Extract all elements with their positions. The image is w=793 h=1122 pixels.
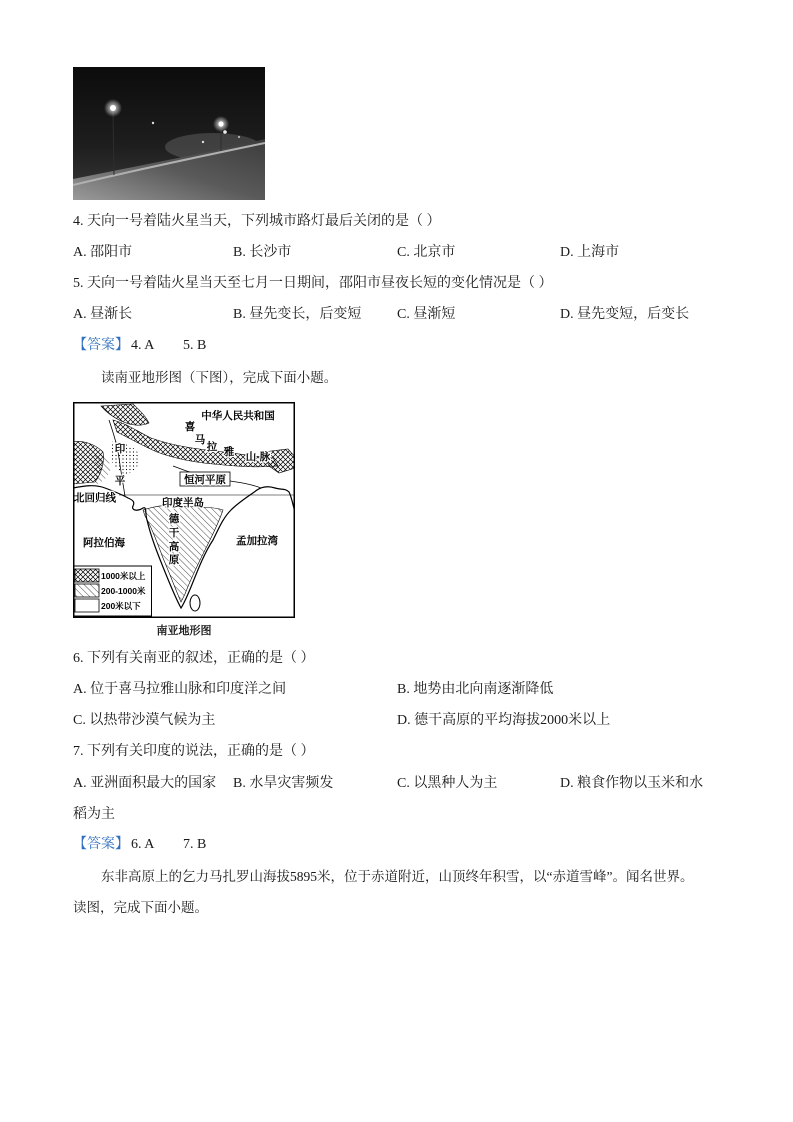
answer-tag: 【答案】 bbox=[73, 338, 129, 353]
street-light bbox=[202, 141, 204, 143]
label-deccan-char: 德 bbox=[168, 513, 180, 525]
answer-item: 6. A bbox=[131, 837, 155, 852]
answer-line-1 bbox=[73, 336, 723, 356]
label-ganges-plain: 恒河平原 bbox=[184, 474, 226, 486]
label-deccan-char: 原 bbox=[168, 554, 180, 566]
question-5-options bbox=[73, 305, 723, 325]
question-5-option-c: C. 昼渐短 bbox=[397, 307, 456, 322]
question-6-stem: 6. 下列有关南亚的叙述，正确的是（ ） bbox=[73, 651, 315, 666]
question-6-option-c: C. 以热带沙漠气候为主 bbox=[73, 713, 216, 728]
answer-item: 7. B bbox=[183, 837, 207, 852]
label-deccan-char: 干 bbox=[168, 527, 180, 539]
label-indus-char: 印 bbox=[114, 443, 126, 455]
legend-label-low: 200米以下 bbox=[101, 601, 141, 611]
question-6-option-b: B. 地势由北向南逐渐降低 bbox=[397, 682, 554, 697]
question-7-option-d: D. 粮食作物以玉米和水稻为主 bbox=[73, 776, 704, 822]
question-7-options bbox=[73, 768, 713, 830]
legend-label-high: 1000米以上 bbox=[101, 571, 146, 581]
question-6-option-a: A. 位于喜马拉雅山脉和印度洋之间 bbox=[73, 682, 287, 697]
answer-item: 5. B bbox=[183, 338, 207, 353]
street-light bbox=[218, 121, 223, 126]
question-4-option-c: C. 北京市 bbox=[397, 245, 456, 260]
question-7-option-c: C. 以黑种人为主 bbox=[397, 776, 498, 791]
kilimanjaro-instruction: 读图，完成下面小题。 bbox=[73, 900, 208, 915]
label-indian-peninsula: 印度半岛 bbox=[162, 497, 204, 509]
question-4-options bbox=[73, 243, 723, 263]
label-himalaya-char: 喜 bbox=[184, 421, 196, 433]
question-5-option-a: A. 昼渐长 bbox=[73, 307, 133, 322]
question-7-stem: 7. 下列有关印度的说法，正确的是（ ） bbox=[73, 744, 315, 759]
answer-line-2 bbox=[73, 835, 723, 855]
answer-tag: 【答案】 bbox=[73, 837, 129, 852]
label-arabian-sea: 阿拉伯海 bbox=[83, 537, 125, 549]
night-road-photo bbox=[73, 67, 265, 200]
question-7-option-b: B. 水旱灾害频发 bbox=[233, 776, 334, 791]
south-asia-terrain-map bbox=[73, 402, 295, 618]
question-5-option-b: B. 昼先变长，后变短 bbox=[233, 307, 362, 322]
label-indus-char: 平 bbox=[114, 475, 126, 487]
label-himalaya-char: 山 bbox=[245, 451, 257, 463]
street-light bbox=[238, 136, 240, 138]
label-himalaya-char: 雅 bbox=[223, 446, 235, 458]
answer-item: 4. A bbox=[131, 338, 155, 353]
question-6-options-row-1 bbox=[73, 680, 723, 700]
legend-swatch-high bbox=[75, 569, 99, 582]
label-china: 中华人民共和国 bbox=[201, 410, 275, 422]
question-6-options-row-2 bbox=[73, 711, 723, 731]
question-6-option-d: D. 德干高原的平均海拔2000米以上 bbox=[397, 713, 611, 728]
label-himalaya-char: 马 bbox=[194, 434, 206, 446]
question-7-option-a: A. 亚洲面积最大的国家 bbox=[73, 776, 217, 791]
legend-label-mid: 200-1000米 bbox=[101, 586, 146, 596]
question-4-stem: 4. 天向一号着陆火星当天，下列城市路灯最后关闭的是（ ） bbox=[73, 214, 441, 229]
sri-lanka bbox=[190, 595, 200, 611]
label-himalaya-char: 拉 bbox=[206, 441, 218, 453]
street-light bbox=[110, 105, 116, 111]
street-light bbox=[152, 122, 154, 124]
question-4-option-b: B. 长沙市 bbox=[233, 245, 292, 260]
question-4-option-a: A. 邵阳市 bbox=[73, 245, 133, 260]
question-5-stem: 5. 天向一号着陆火星当天至七月一日期间，邵阳市昼夜长短的变化情况是（ ） bbox=[73, 276, 553, 291]
label-bay-of-bengal: 孟加拉湾 bbox=[236, 535, 278, 547]
map-caption: 南亚地形图 bbox=[156, 625, 212, 637]
label-deccan-char: 高 bbox=[168, 541, 180, 553]
map-intro: 读南亚地形图（下图），完成下面小题。 bbox=[101, 370, 338, 385]
question-4-option-d: D. 上海市 bbox=[560, 245, 620, 260]
kilimanjaro-intro: 东非高原上的乞力马扎罗山海拔5895米，位于赤道附近，山顶终年积雪，以“赤道雪峰”。闻名世界。 bbox=[101, 869, 694, 884]
label-tropic-of-cancer: 北回归线 bbox=[74, 492, 116, 504]
question-5-option-d: D. 昼先变短，后变长 bbox=[560, 307, 690, 322]
legend-swatch-low bbox=[75, 599, 99, 612]
legend-swatch-mid bbox=[75, 584, 99, 597]
label-himalaya-char: 脉 bbox=[259, 451, 271, 463]
street-light bbox=[223, 130, 227, 134]
